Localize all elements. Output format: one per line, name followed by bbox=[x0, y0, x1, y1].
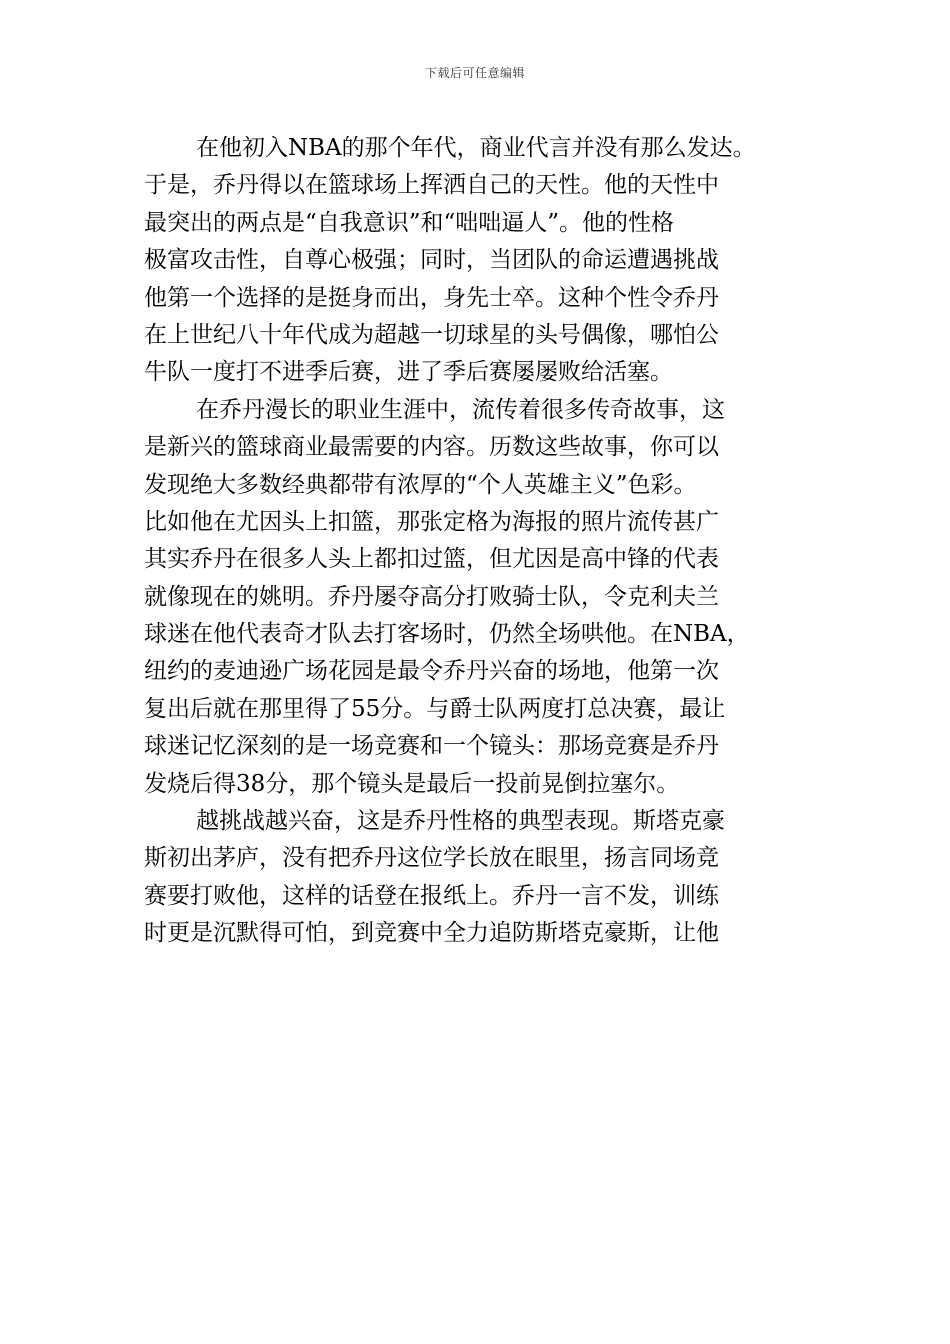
text-line: 球迷记忆深刻的是一场竞赛和一个镜头：那场竞赛是乔丹 bbox=[144, 733, 719, 760]
text-line: 其实乔丹在很多人头上都扣过篮，但尤因是高中锋的代表 bbox=[144, 546, 719, 573]
text-line: 时更是沉默得可怕，到竞赛中全力追防斯塔克豪斯，让他 bbox=[144, 920, 719, 947]
paragraph-1 bbox=[144, 130, 809, 392]
text-line: 在上世纪八十年代成为超越一切球星的头号偶像，哪怕公 bbox=[144, 321, 719, 348]
paragraph-2 bbox=[144, 392, 809, 803]
text-line: 球迷在他代表奇才队去打客场时，仍然全场哄他。在NBA， bbox=[144, 621, 750, 648]
text-line: 发烧后得38分，那个镜头是最后一投前晃倒拉塞尔。 bbox=[144, 770, 680, 797]
text-line: 比如他在尤因头上扣篮，那张定格为海报的照片流传甚广 bbox=[144, 508, 719, 535]
text-line: 牛队一度打不进季后赛，进了季后赛屡屡败给活塞。 bbox=[144, 359, 673, 386]
text-line: 在他初入NBA的那个年代，商业代言并没有那么发达。 bbox=[196, 135, 756, 161]
text-line: 斯初出茅庐，没有把乔丹这位学长放在眼里，扬言同场竞 bbox=[144, 845, 719, 872]
text-line: 赛要打败他，这样的话登在报纸上。乔丹一言不发，训练 bbox=[144, 882, 719, 909]
text-line: 就像现在的姚明。乔丹屡夺高分打败骑士队，令克利夫兰 bbox=[144, 583, 719, 610]
text-line: 在乔丹漫长的职业生涯中，流传着很多传奇故事，这 bbox=[196, 396, 725, 423]
document-body bbox=[144, 130, 809, 953]
text-line: 是新兴的篮球商业最需要的内容。历数这些故事，你可以 bbox=[144, 434, 719, 461]
text-line: 发现绝大多数经典都带有浓厚的“个人英雄主义”色彩。 bbox=[144, 471, 697, 498]
paragraph-3 bbox=[144, 803, 809, 953]
text-line: 他第一个选择的是挺身而出，身先士卒。这种个性令乔丹 bbox=[144, 284, 719, 311]
text-line: 越挑战越兴奋，这是乔丹性格的典型表现。斯塔克豪 bbox=[196, 808, 725, 835]
text-line: 纽约的麦迪逊广场花园是最令乔丹兴奋的场地，他第一次 bbox=[144, 658, 719, 685]
page-header: 下载后可任意编辑 bbox=[424, 66, 525, 80]
text-line: 于是，乔丹得以在篮球场上挥洒自己的天性。他的天性中 bbox=[144, 172, 719, 199]
text-line: 极富攻击性，自尊心极强；同时，当团队的命运遭遇挑战 bbox=[144, 247, 719, 274]
text-line: 最突出的两点是“自我意识”和“咄咄逼人”。他的性格 bbox=[144, 209, 675, 236]
text-line: 复出后就在那里得了55分。与爵士队两度打总决赛，最让 bbox=[144, 695, 726, 722]
